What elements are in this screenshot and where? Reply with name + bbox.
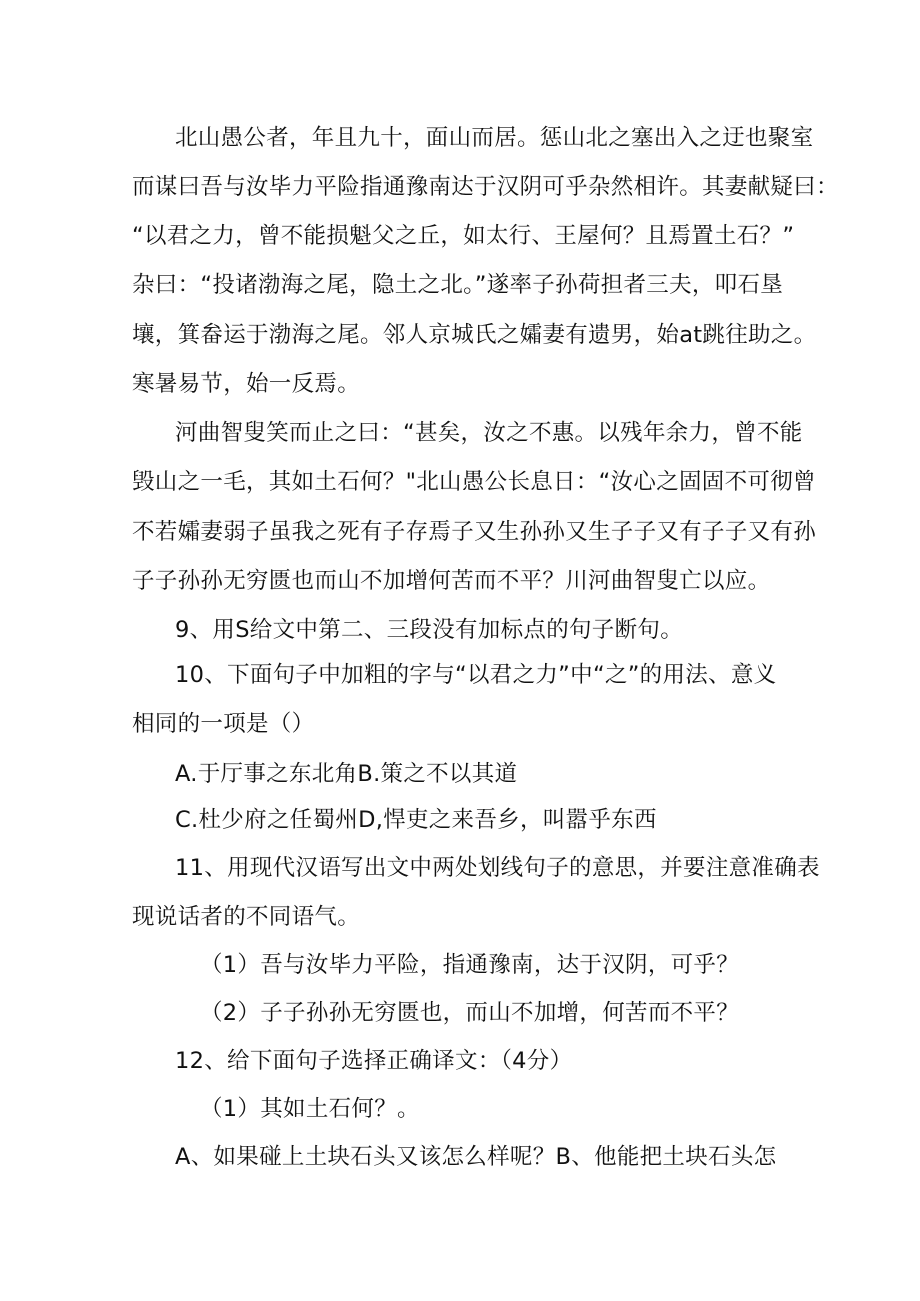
paragraph-1-line-3: “以君之力，曾不能损魁父之丘，如太行、王屋何？且焉置土石？” (132, 223, 795, 249)
question-10-line-1: 10、下面句子中加粗的字与“以君之力”中“之”的用法、意义 (175, 662, 777, 688)
question-9: 9、用S给文中第二、三段没有加标点的句子断句。 (175, 617, 683, 643)
paragraph-2-line-2: 毁山之一毛，其如土石何？"北山愚公长息日：“汝心之固固不可彻曾 (132, 469, 816, 495)
paragraph-1-line-6: 寒暑易节，始一反焉。 (132, 371, 361, 397)
paragraph-1-line-4: 杂曰：“投诸渤海之尾，隐土之北。”遂率子孙荷担者三夫，叩石垦 (132, 272, 784, 298)
question-11-item-2: （2）子子孙孙无穷匮也，而山不加增，何苦而不平？ (200, 1000, 740, 1026)
question-12-options: A、如果碰上土块石头又该怎么样呢？B、他能把土块石头怎 (175, 1144, 777, 1170)
paragraph-1-line-1: 北山愚公者，年且九十，面山而居。惩山北之塞出入之迂也聚室 (175, 125, 814, 151)
paragraph-2-line-1: 河曲智叟笑而止之曰：“甚矣，汝之不惠。以残年余力，曾不能 (175, 420, 803, 446)
paragraph-2-line-3: 不若孀妻弱子虽我之死有子存焉子又生孙孙又生子子又有子子又有孙 (132, 519, 817, 545)
question-11-line-2: 现说话者的不同语气。 (132, 904, 361, 930)
question-10-line-2: 相同的一项是（） (132, 711, 315, 737)
paragraph-2-line-4: 子子孙孙无穷匮也而山不加增何苦而不平？川河曲智叟亡以应。 (132, 568, 771, 594)
question-11-line-1: 11、用现代汉语写出文中两处划线句子的意思，并要注意准确表 (175, 855, 820, 881)
paragraph-1-line-2: 而谋曰吾与汝毕力平险指通豫南达于汉阴可乎杂然相许。其妻献疑曰： (132, 174, 839, 200)
question-12-item-1: （1）其如土石何？。 (200, 1096, 420, 1122)
question-12: 12、给下面句子选择正确译文：（4分） (175, 1048, 573, 1074)
question-11-item-1: （1）吾与汝毕力平险，指通豫南，达于汉阴，可乎？ (200, 952, 740, 978)
question-10-options-line-2: C.杜少府之任蜀州D,悍吏之来吾乡，叫嚣乎东西 (175, 807, 657, 833)
paragraph-1-line-5: 壤，箕畚运于渤海之尾。邻人京城氏之孀妻有遗男，始at跳往助之。 (132, 322, 817, 348)
question-10-options-line-1: A.于厅事之东北角B.策之不以其道 (175, 761, 518, 787)
